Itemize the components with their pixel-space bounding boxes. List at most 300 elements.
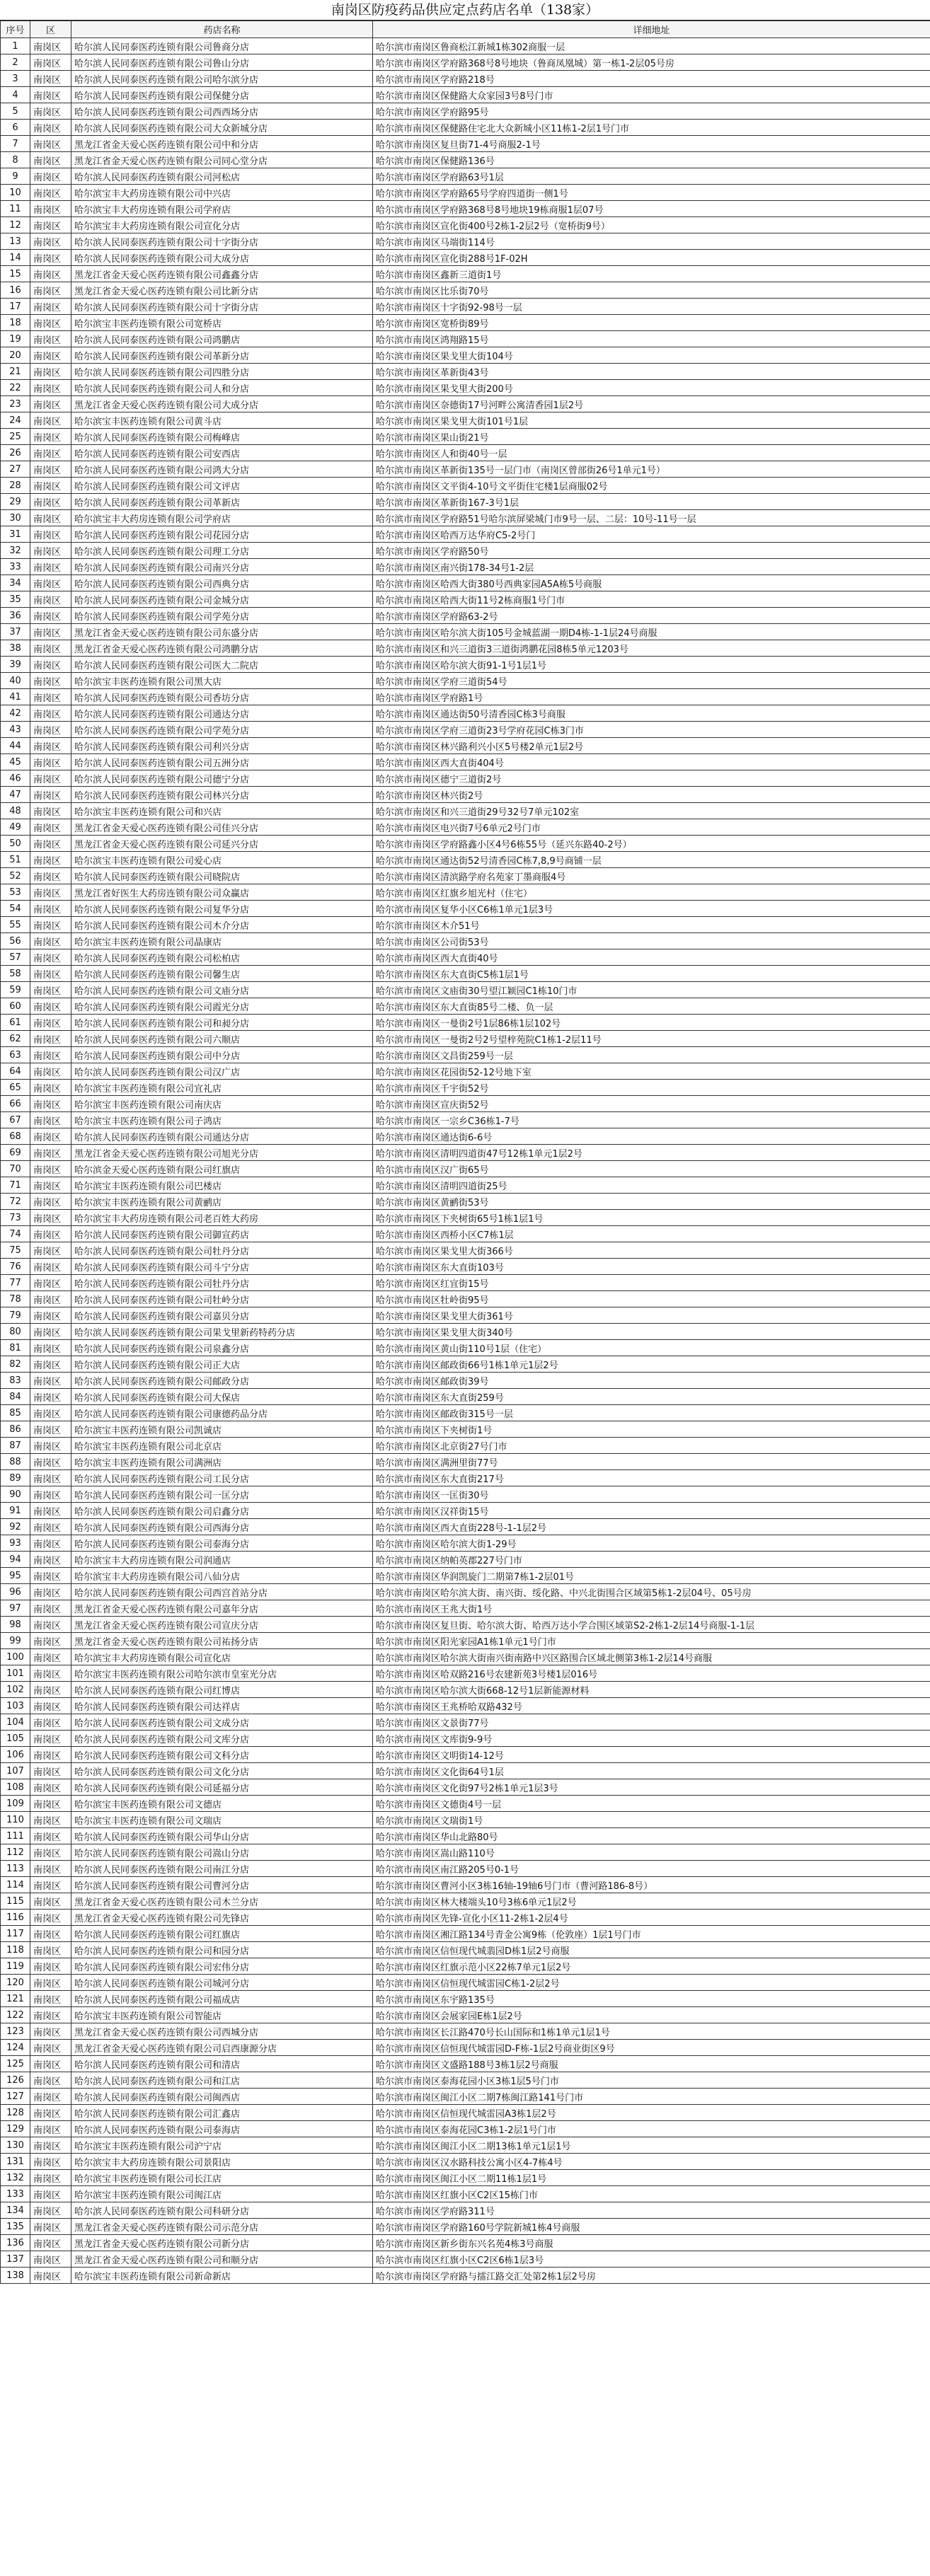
row-district: 南岗区 bbox=[30, 266, 71, 282]
table-row bbox=[1, 1942, 930, 1958]
row-index: 125 bbox=[1, 2056, 30, 2072]
row-district: 南岗区 bbox=[30, 689, 71, 705]
row-address: 哈尔滨市南岗区华山北路80号 bbox=[373, 1828, 930, 1844]
row-store-name: 哈尔滨人民同泰医药连锁有限公司文庙分店 bbox=[71, 982, 373, 998]
row-district: 南岗区 bbox=[30, 2137, 71, 2154]
row-address: 哈尔滨市南岗区文盛路188号3栋1层2号商服 bbox=[373, 2056, 930, 2072]
row-district: 南岗区 bbox=[30, 1763, 71, 1779]
row-index: 66 bbox=[1, 1096, 30, 1112]
row-address: 哈尔滨市南岗区红旗示范小区22栋7单元1层2号 bbox=[373, 1958, 930, 1975]
row-store-name: 哈尔滨人民同泰医药连锁有限公司正大店 bbox=[71, 1356, 373, 1373]
row-district: 南岗区 bbox=[30, 640, 71, 657]
row-address: 哈尔滨市南岗区十字街92-98号一层 bbox=[373, 299, 930, 315]
row-district: 南岗区 bbox=[30, 1421, 71, 1438]
row-store-name: 哈尔滨人民同泰医药连锁有限公司泉鑫分店 bbox=[71, 1340, 373, 1356]
row-store-name: 黑龙江省金天爱心医药连锁有限公司同心堂分店 bbox=[71, 152, 373, 168]
row-district: 南岗区 bbox=[30, 917, 71, 933]
row-index: 94 bbox=[1, 1552, 30, 1568]
row-store-name: 哈尔滨人民同泰医药连锁有限公司鲁商分店 bbox=[71, 38, 373, 54]
row-district: 南岗区 bbox=[30, 494, 71, 510]
row-district: 南岗区 bbox=[30, 461, 71, 478]
row-district: 南岗区 bbox=[30, 2040, 71, 2056]
row-district: 南岗区 bbox=[30, 1373, 71, 1389]
row-district: 南岗区 bbox=[30, 1552, 71, 1568]
row-store-name: 哈尔滨人民同泰医药连锁有限公司斗宁分店 bbox=[71, 1259, 373, 1275]
table-row bbox=[1, 1503, 930, 1519]
row-store-name: 哈尔滨人民同泰医药连锁有限公司汉广店 bbox=[71, 1063, 373, 1080]
row-district: 南岗区 bbox=[30, 445, 71, 461]
row-store-name: 哈尔滨人民同泰医药连锁有限公司十字街分店 bbox=[71, 299, 373, 315]
row-district: 南岗区 bbox=[30, 836, 71, 852]
table-row bbox=[1, 1080, 930, 1096]
row-store-name: 哈尔滨人民同泰医药连锁有限公司通达分店 bbox=[71, 1128, 373, 1145]
row-address: 哈尔滨市南岗区文库街9-9号 bbox=[373, 1731, 930, 1747]
row-address: 哈尔滨市南岗区阳光家园A1栋1单元1号门市 bbox=[373, 1633, 930, 1649]
row-district: 南岗区 bbox=[30, 1356, 71, 1373]
row-district: 南岗区 bbox=[30, 1861, 71, 1877]
row-index: 68 bbox=[1, 1128, 30, 1145]
table-row bbox=[1, 1991, 930, 2007]
row-district: 南岗区 bbox=[30, 1275, 71, 1291]
row-store-name: 哈尔滨人民同泰医药连锁有限公司和江店 bbox=[71, 2072, 373, 2089]
row-district: 南岗区 bbox=[30, 852, 71, 868]
row-address: 哈尔滨市南岗区红宜街15号 bbox=[373, 1275, 930, 1291]
row-district: 南岗区 bbox=[30, 1731, 71, 1747]
row-address: 哈尔滨市南岗区闽江小区二期11栋1层1号 bbox=[373, 2170, 930, 2186]
row-store-name: 哈尔滨人民同泰医药连锁有限公司中分店 bbox=[71, 1047, 373, 1063]
row-store-name: 哈尔滨宝丰医药连锁有限公司宜礼店 bbox=[71, 1080, 373, 1096]
table-row bbox=[1, 1682, 930, 1698]
row-index: 34 bbox=[1, 575, 30, 591]
row-index: 74 bbox=[1, 1226, 30, 1242]
row-store-name: 哈尔滨人民同泰医药连锁有限公司金城分店 bbox=[71, 591, 373, 608]
row-store-name: 黑龙江省金天爱心医药连锁有限公司鑫鑫分店 bbox=[71, 266, 373, 282]
row-index: 10 bbox=[1, 185, 30, 201]
row-index: 111 bbox=[1, 1828, 30, 1844]
row-index: 33 bbox=[1, 559, 30, 575]
row-index: 12 bbox=[1, 217, 30, 233]
row-index: 24 bbox=[1, 412, 30, 429]
row-address: 哈尔滨市南岗区牡岭街95号 bbox=[373, 1291, 930, 1307]
row-store-name: 哈尔滨人民同泰医药连锁有限公司果戈里新药特药分店 bbox=[71, 1324, 373, 1340]
row-address: 哈尔滨市南岗区宣庆街52号 bbox=[373, 1096, 930, 1112]
row-district: 南岗区 bbox=[30, 2007, 71, 2023]
row-address: 哈尔滨市南岗区汉祥街15号 bbox=[373, 1503, 930, 1519]
row-address: 哈尔滨市南岗区邮政街315号一层 bbox=[373, 1405, 930, 1421]
row-address: 哈尔滨市南岗区哈尔滨大街1-29号 bbox=[373, 1535, 930, 1552]
row-index: 119 bbox=[1, 1958, 30, 1975]
row-address: 哈尔滨市南岗区果戈里大街200号 bbox=[373, 380, 930, 396]
table-row bbox=[1, 103, 930, 120]
table-row bbox=[1, 526, 930, 543]
row-store-name: 黑龙江省金天爱心医药连锁有限公司比新分店 bbox=[71, 282, 373, 299]
table-row bbox=[1, 884, 930, 901]
row-index: 16 bbox=[1, 282, 30, 299]
row-district: 南岗区 bbox=[30, 1649, 71, 1665]
table-row bbox=[1, 917, 930, 933]
table-row bbox=[1, 2170, 930, 2186]
row-store-name: 哈尔滨宝丰大药房连锁有限公司老百姓大药房 bbox=[71, 1210, 373, 1226]
table-row bbox=[1, 445, 930, 461]
row-index: 41 bbox=[1, 689, 30, 705]
row-store-name: 哈尔滨人民同泰医药连锁有限公司南兴分店 bbox=[71, 559, 373, 575]
row-store-name: 黑龙江省金天爱心医药连锁有限公司鸿鹏分店 bbox=[71, 640, 373, 657]
row-address: 哈尔滨市南岗区汉广街65号 bbox=[373, 1161, 930, 1177]
row-district: 南岗区 bbox=[30, 2186, 71, 2202]
row-index: 88 bbox=[1, 1454, 30, 1470]
table-row bbox=[1, 559, 930, 575]
table-row bbox=[1, 966, 930, 982]
row-address: 哈尔滨市南岗区下夹树街1号 bbox=[373, 1421, 930, 1438]
row-district: 南岗区 bbox=[30, 87, 71, 103]
row-store-name: 哈尔滨人民同泰医药连锁有限公司四胜分店 bbox=[71, 364, 373, 380]
row-index: 91 bbox=[1, 1503, 30, 1519]
row-address: 哈尔滨市南岗区南兴街178-34号1-2层 bbox=[373, 559, 930, 575]
row-district: 南岗区 bbox=[30, 803, 71, 819]
header-store-name: 药店名称 bbox=[71, 21, 373, 38]
table-row bbox=[1, 2186, 930, 2202]
row-district: 南岗区 bbox=[30, 1242, 71, 1259]
row-store-name: 哈尔滨宝丰医药连锁有限公司和兴店 bbox=[71, 803, 373, 819]
row-store-name: 黑龙江省金天爱心医药连锁有限公司示范分店 bbox=[71, 2219, 373, 2235]
row-address: 哈尔滨市南岗区信恒现代城翡园D栋1层2号商服 bbox=[373, 1942, 930, 1958]
table-row bbox=[1, 2007, 930, 2023]
row-address: 哈尔滨市南岗区清滨路学府名苑家丁墨商服4号 bbox=[373, 868, 930, 884]
table-row bbox=[1, 1454, 930, 1470]
table-row bbox=[1, 2268, 930, 2284]
row-index: 75 bbox=[1, 1242, 30, 1259]
table-row bbox=[1, 543, 930, 559]
row-index: 128 bbox=[1, 2105, 30, 2121]
row-district: 南岗区 bbox=[30, 624, 71, 640]
table-row bbox=[1, 640, 930, 657]
header-address: 详细地址 bbox=[373, 21, 930, 38]
row-address: 哈尔滨市南岗区人和街40号一层 bbox=[373, 445, 930, 461]
row-address: 哈尔滨市南岗区东宇路135号 bbox=[373, 1991, 930, 2007]
row-index: 19 bbox=[1, 331, 30, 347]
sheet-title: 南岗区防疫药品供应定点药店名单（138家） bbox=[0, 0, 930, 21]
row-index: 65 bbox=[1, 1080, 30, 1096]
row-address: 哈尔滨市南岗区长江路470号长山国际和1栋1单元1层1号 bbox=[373, 2023, 930, 2040]
row-store-name: 哈尔滨人民同泰医药连锁有限公司梅峰店 bbox=[71, 429, 373, 445]
row-district: 南岗区 bbox=[30, 1047, 71, 1063]
row-address: 哈尔滨市南岗区电兴街7号6单元2号门市 bbox=[373, 819, 930, 836]
row-district: 南岗区 bbox=[30, 1682, 71, 1698]
row-index: 108 bbox=[1, 1779, 30, 1796]
row-index: 9 bbox=[1, 168, 30, 185]
table-row bbox=[1, 396, 930, 412]
table-row bbox=[1, 1975, 930, 1991]
row-district: 南岗区 bbox=[30, 120, 71, 136]
table-row bbox=[1, 657, 930, 673]
row-address: 哈尔滨市南岗区哈尔滨大街91-1号1层1号 bbox=[373, 657, 930, 673]
row-address: 哈尔滨市南岗区果戈里大街366号 bbox=[373, 1242, 930, 1259]
table-row bbox=[1, 1356, 930, 1373]
row-index: 99 bbox=[1, 1633, 30, 1649]
table-row bbox=[1, 1291, 930, 1307]
table-row bbox=[1, 1275, 930, 1291]
row-store-name: 哈尔滨人民同泰医药连锁有限公司利兴分店 bbox=[71, 738, 373, 754]
row-index: 136 bbox=[1, 2235, 30, 2251]
row-store-name: 哈尔滨宝丰医药连锁有限公司黄斗店 bbox=[71, 412, 373, 429]
row-index: 105 bbox=[1, 1731, 30, 1747]
table-row bbox=[1, 2154, 930, 2170]
row-index: 56 bbox=[1, 933, 30, 949]
table-row bbox=[1, 2056, 930, 2072]
row-index: 73 bbox=[1, 1210, 30, 1226]
table-row bbox=[1, 1926, 930, 1942]
row-store-name: 哈尔滨宝丰医药连锁有限公司子鸿店 bbox=[71, 1112, 373, 1128]
table-row bbox=[1, 1747, 930, 1763]
row-index: 44 bbox=[1, 738, 30, 754]
row-index: 127 bbox=[1, 2089, 30, 2105]
row-index: 59 bbox=[1, 982, 30, 998]
row-index: 110 bbox=[1, 1812, 30, 1828]
table-row bbox=[1, 1698, 930, 1714]
table-row bbox=[1, 1714, 930, 1731]
table-row bbox=[1, 461, 930, 478]
row-index: 138 bbox=[1, 2268, 30, 2284]
row-address: 哈尔滨市南岗区奈德街17号河畔公寓清香园1层2号 bbox=[373, 396, 930, 412]
row-index: 67 bbox=[1, 1112, 30, 1128]
row-district: 南岗区 bbox=[30, 657, 71, 673]
row-district: 南岗区 bbox=[30, 1210, 71, 1226]
table-row bbox=[1, 836, 930, 852]
table-row bbox=[1, 1649, 930, 1665]
row-district: 南岗区 bbox=[30, 396, 71, 412]
row-address: 哈尔滨市南岗区文化街64号1层 bbox=[373, 1763, 930, 1779]
row-index: 46 bbox=[1, 770, 30, 787]
row-district: 南岗区 bbox=[30, 1535, 71, 1552]
table-row bbox=[1, 1373, 930, 1389]
row-district: 南岗区 bbox=[30, 136, 71, 152]
row-address: 哈尔滨市南岗区学府三道街54号 bbox=[373, 673, 930, 689]
row-store-name: 哈尔滨人民同泰医药连锁有限公司哈尔滨分店 bbox=[71, 71, 373, 87]
row-store-name: 哈尔滨人民同泰医药连锁有限公司嘉贝分店 bbox=[71, 1307, 373, 1324]
table-row bbox=[1, 1324, 930, 1340]
table-row bbox=[1, 1128, 930, 1145]
row-address: 哈尔滨市南岗区北京街27号门市 bbox=[373, 1438, 930, 1454]
row-index: 101 bbox=[1, 1665, 30, 1682]
row-address: 哈尔滨市南岗区闽江小区二期7栋闽江路141号门市 bbox=[373, 2089, 930, 2105]
table-row bbox=[1, 1486, 930, 1503]
table-row bbox=[1, 575, 930, 591]
row-district: 南岗区 bbox=[30, 2056, 71, 2072]
row-index: 15 bbox=[1, 266, 30, 282]
row-address: 哈尔滨市南岗区果戈里大街104号 bbox=[373, 347, 930, 364]
row-index: 70 bbox=[1, 1161, 30, 1177]
row-store-name: 哈尔滨人民同泰医药连锁有限公司晓院店 bbox=[71, 868, 373, 884]
row-index: 37 bbox=[1, 624, 30, 640]
row-district: 南岗区 bbox=[30, 233, 71, 250]
row-store-name: 哈尔滨宝丰医药连锁有限公司长江店 bbox=[71, 2170, 373, 2186]
row-address: 哈尔滨市南岗区一曼街2号1层86栋1层102号 bbox=[373, 1015, 930, 1031]
row-index: 124 bbox=[1, 2040, 30, 2056]
row-district: 南岗区 bbox=[30, 2105, 71, 2121]
row-address: 哈尔滨市南岗区和兴三道街29号32号7单元102室 bbox=[373, 803, 930, 819]
table-row bbox=[1, 1470, 930, 1486]
row-address: 哈尔滨市南岗区果戈里大街340号 bbox=[373, 1324, 930, 1340]
header-index: 序号 bbox=[1, 21, 30, 38]
row-index: 96 bbox=[1, 1584, 30, 1600]
table-row bbox=[1, 266, 930, 282]
row-district: 南岗区 bbox=[30, 705, 71, 722]
row-district: 南岗区 bbox=[30, 1926, 71, 1942]
row-district: 南岗区 bbox=[30, 168, 71, 185]
row-address: 哈尔滨市南岗区哈西万达华府C5-2号门 bbox=[373, 526, 930, 543]
row-store-name: 哈尔滨宝丰医药连锁有限公司满洲店 bbox=[71, 1454, 373, 1470]
row-store-name: 哈尔滨人民同泰医药连锁有限公司一匡分店 bbox=[71, 1486, 373, 1503]
row-store-name: 哈尔滨宝丰医药连锁有限公司智能店 bbox=[71, 2007, 373, 2023]
row-address: 哈尔滨市南岗区纳帕英郡227号门市 bbox=[373, 1552, 930, 1568]
row-index: 38 bbox=[1, 640, 30, 657]
row-store-name: 哈尔滨人民同泰医药连锁有限公司文化分店 bbox=[71, 1763, 373, 1779]
row-district: 南岗区 bbox=[30, 1812, 71, 1828]
row-store-name: 黑龙江省金天爱心医药连锁有限公司旭光分店 bbox=[71, 1145, 373, 1161]
row-store-name: 哈尔滨宝丰医药连锁有限公司宽桥店 bbox=[71, 315, 373, 331]
row-index: 60 bbox=[1, 998, 30, 1015]
row-store-name: 哈尔滨人民同泰医药连锁有限公司科研分店 bbox=[71, 2202, 373, 2219]
table-row bbox=[1, 478, 930, 494]
row-district: 南岗区 bbox=[30, 1975, 71, 1991]
row-address: 哈尔滨市南岗区先锋-宣化小区11-2栋1-2层4号 bbox=[373, 1910, 930, 1926]
row-district: 南岗区 bbox=[30, 1893, 71, 1910]
row-index: 104 bbox=[1, 1714, 30, 1731]
row-index: 114 bbox=[1, 1877, 30, 1893]
row-address: 哈尔滨市南岗区果山街21号 bbox=[373, 429, 930, 445]
row-address: 哈尔滨市南岗区学府路368号8号地块19栋商服1层07号 bbox=[373, 201, 930, 217]
row-index: 135 bbox=[1, 2219, 30, 2235]
row-district: 南岗区 bbox=[30, 608, 71, 624]
row-store-name: 哈尔滨人民同泰医药连锁有限公司红旗店 bbox=[71, 1926, 373, 1942]
row-address: 哈尔滨市南岗区果戈里大街361号 bbox=[373, 1307, 930, 1324]
row-store-name: 哈尔滨人民同泰医药连锁有限公司宏伟分店 bbox=[71, 1958, 373, 1975]
row-district: 南岗区 bbox=[30, 884, 71, 901]
row-district: 南岗区 bbox=[30, 2154, 71, 2170]
row-address: 哈尔滨市南岗区木介51号 bbox=[373, 917, 930, 933]
row-district: 南岗区 bbox=[30, 185, 71, 201]
row-index: 122 bbox=[1, 2007, 30, 2023]
row-address: 哈尔滨市南岗区王兆大街1号 bbox=[373, 1600, 930, 1617]
row-district: 南岗区 bbox=[30, 1324, 71, 1340]
row-district: 南岗区 bbox=[30, 526, 71, 543]
row-index: 54 bbox=[1, 901, 30, 917]
row-address: 哈尔滨市南岗区一曼街2号2号望梓苑院C1栋1-2层11号 bbox=[373, 1031, 930, 1047]
row-district: 南岗区 bbox=[30, 429, 71, 445]
row-district: 南岗区 bbox=[30, 1112, 71, 1128]
row-district: 南岗区 bbox=[30, 2219, 71, 2235]
table-row bbox=[1, 510, 930, 526]
row-store-name: 哈尔滨人民同泰医药连锁有限公司嵩山分店 bbox=[71, 1844, 373, 1861]
row-store-name: 哈尔滨人民同泰医药连锁有限公司康德药品分店 bbox=[71, 1405, 373, 1421]
table-row bbox=[1, 2072, 930, 2089]
table-row bbox=[1, 2105, 930, 2121]
row-index: 78 bbox=[1, 1291, 30, 1307]
table-row bbox=[1, 71, 930, 87]
row-address: 哈尔滨市南岗区鲁商松江新城1栋302商服一层 bbox=[373, 38, 930, 54]
row-address: 哈尔滨市南岗区黄鹂街53号 bbox=[373, 1194, 930, 1210]
table-row bbox=[1, 1421, 930, 1438]
row-store-name: 哈尔滨人民同泰医药连锁有限公司河松店 bbox=[71, 168, 373, 185]
row-address: 哈尔滨市南岗区东大直街85号二楼、负一层 bbox=[373, 998, 930, 1015]
row-district: 南岗区 bbox=[30, 380, 71, 396]
table-row bbox=[1, 1731, 930, 1747]
row-store-name: 哈尔滨人民同泰医药连锁有限公司文库分店 bbox=[71, 1731, 373, 1747]
row-district: 南岗区 bbox=[30, 1145, 71, 1161]
row-district: 南岗区 bbox=[30, 478, 71, 494]
row-store-name: 哈尔滨人民同泰医药连锁有限公司鲁山分店 bbox=[71, 54, 373, 71]
row-store-name: 哈尔滨人民同泰医药连锁有限公司鸿大分店 bbox=[71, 461, 373, 478]
row-index: 32 bbox=[1, 543, 30, 559]
row-index: 2 bbox=[1, 54, 30, 71]
row-address: 哈尔滨市南岗区宣化街288号1F-02H bbox=[373, 250, 930, 266]
table-row bbox=[1, 1015, 930, 1031]
table-row bbox=[1, 1047, 930, 1063]
row-address: 哈尔滨市南岗区东大直街103号 bbox=[373, 1259, 930, 1275]
row-address: 哈尔滨市南岗区嵩山路110号 bbox=[373, 1844, 930, 1861]
row-district: 南岗区 bbox=[30, 787, 71, 803]
row-store-name: 哈尔滨宝丰医药连锁有限公司巴楼店 bbox=[71, 1177, 373, 1194]
table-row bbox=[1, 949, 930, 966]
row-district: 南岗区 bbox=[30, 2023, 71, 2040]
row-address: 哈尔滨市南岗区马端街114号 bbox=[373, 233, 930, 250]
row-store-name: 黑龙江省好医生大药房连锁有限公司众赢店 bbox=[71, 884, 373, 901]
row-address: 哈尔滨市南岗区通达街6-6号 bbox=[373, 1128, 930, 1145]
pharmacy-table bbox=[0, 21, 930, 2284]
row-store-name: 哈尔滨宝丰医药连锁有限公司哈尔滨市皇室光分店 bbox=[71, 1665, 373, 1682]
row-index: 133 bbox=[1, 2186, 30, 2202]
row-index: 13 bbox=[1, 233, 30, 250]
table-row bbox=[1, 608, 930, 624]
row-store-name: 哈尔滨人民同泰医药连锁有限公司通达分店 bbox=[71, 705, 373, 722]
row-store-name: 哈尔滨宝丰医药连锁有限公司黄鹂店 bbox=[71, 1194, 373, 1210]
table-row bbox=[1, 1877, 930, 1893]
table-row bbox=[1, 1210, 930, 1226]
row-address: 哈尔滨市南岗区邮政街66号1栋1单元1层2号 bbox=[373, 1356, 930, 1373]
row-index: 55 bbox=[1, 917, 30, 933]
row-store-name: 哈尔滨人民同泰医药连锁有限公司大众新城分店 bbox=[71, 120, 373, 136]
row-store-name: 哈尔滨人民同泰医药连锁有限公司牡岭分店 bbox=[71, 1291, 373, 1307]
row-store-name: 哈尔滨人民同泰医药连锁有限公司德宁分店 bbox=[71, 770, 373, 787]
table-row bbox=[1, 2202, 930, 2219]
row-address: 哈尔滨市南岗区一匡街30号 bbox=[373, 1486, 930, 1503]
row-district: 南岗区 bbox=[30, 2251, 71, 2268]
row-store-name: 哈尔滨人民同泰医药连锁有限公司泰海分店 bbox=[71, 1535, 373, 1552]
row-address: 哈尔滨市南岗区学府路311号 bbox=[373, 2202, 930, 2219]
table-row bbox=[1, 1633, 930, 1649]
row-district: 南岗区 bbox=[30, 1779, 71, 1796]
row-address: 哈尔滨市南岗区华润凯旋门二期第7栋1-2层01号 bbox=[373, 1568, 930, 1584]
table-row bbox=[1, 1259, 930, 1275]
row-store-name: 哈尔滨人民同泰医药连锁有限公司华山分店 bbox=[71, 1828, 373, 1844]
row-index: 98 bbox=[1, 1617, 30, 1633]
row-address: 哈尔滨市南岗区学府三道街23号学府花园C栋3门市 bbox=[373, 722, 930, 738]
row-district: 南岗区 bbox=[30, 770, 71, 787]
row-district: 南岗区 bbox=[30, 1877, 71, 1893]
row-store-name: 哈尔滨宝丰大药房连锁有限公司景阳店 bbox=[71, 2154, 373, 2170]
row-district: 南岗区 bbox=[30, 559, 71, 575]
row-address: 哈尔滨市南岗区复华小区C6栋1单元1层3号 bbox=[373, 901, 930, 917]
row-index: 80 bbox=[1, 1324, 30, 1340]
row-store-name: 哈尔滨人民同泰医药连锁有限公司革新店 bbox=[71, 494, 373, 510]
row-address: 哈尔滨市南岗区哈西大街11号2栋商服1号门市 bbox=[373, 591, 930, 608]
row-district: 南岗区 bbox=[30, 71, 71, 87]
row-district: 南岗区 bbox=[30, 1958, 71, 1975]
row-address: 哈尔滨市南岗区文景街77号 bbox=[373, 1714, 930, 1731]
row-store-name: 哈尔滨人民同泰医药连锁有限公司香坊分店 bbox=[71, 689, 373, 705]
row-address: 哈尔滨市南岗区信恒现代城雷园C栋1-2层2号 bbox=[373, 1975, 930, 1991]
row-address: 哈尔滨市南岗区西大直街228号-1-1层2号 bbox=[373, 1519, 930, 1535]
